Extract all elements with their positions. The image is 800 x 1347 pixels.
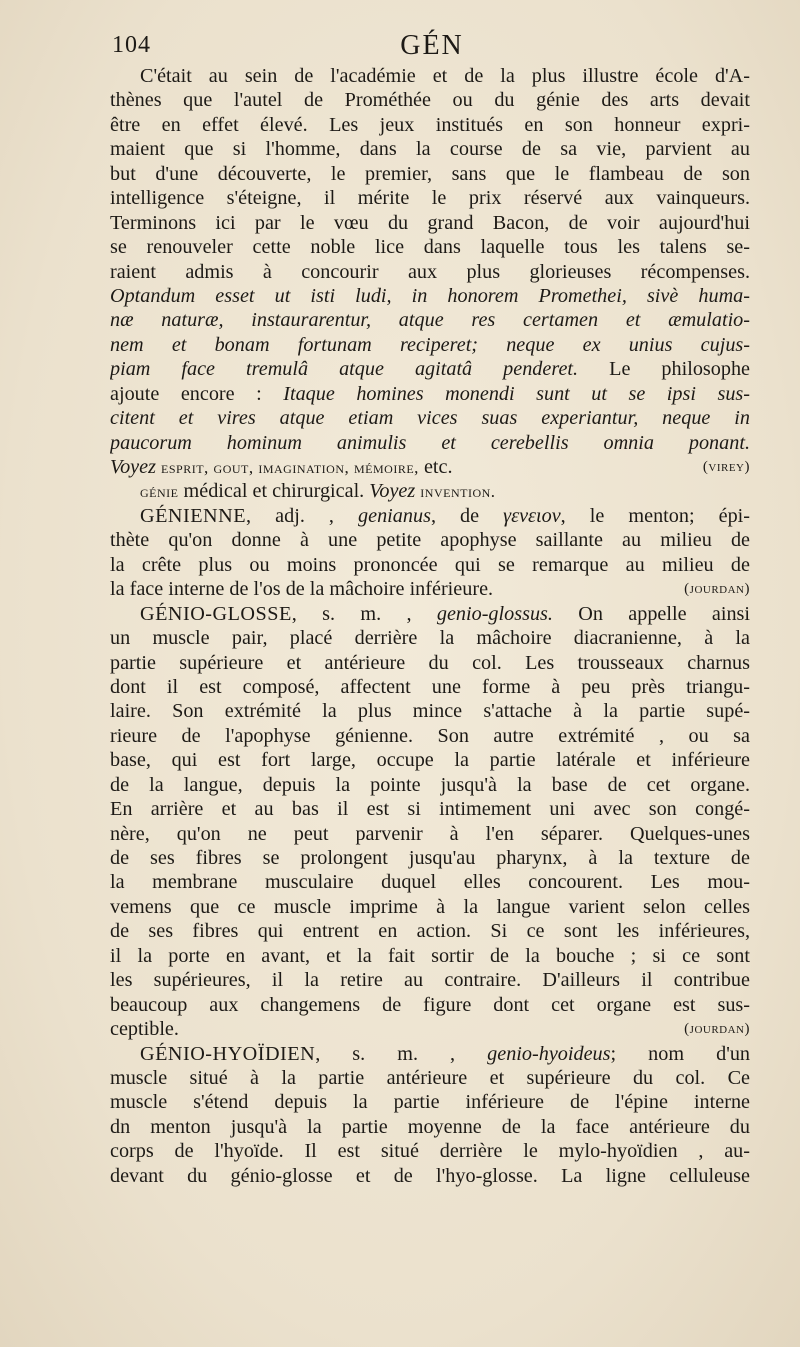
entry-greek: γενειον: [503, 504, 561, 527]
entry-text: , le menton; épi-: [560, 504, 750, 527]
entry-grammar: , s. m. ,: [291, 602, 412, 625]
cross-reference-line: [110, 479, 750, 503]
text-line: but d'une découverte, le premier, sans que le flambeau de son: [110, 162, 750, 185]
entry-latin: genio-glossus.: [436, 602, 553, 625]
entry-latin: genio-hyoideus: [487, 1042, 611, 1065]
entry-grammar: , s. m. ,: [315, 1042, 456, 1065]
entry-heading-line: [110, 1042, 750, 1066]
entry-heading-line: [110, 602, 750, 626]
entry-text: ceptible.: [110, 1018, 179, 1041]
text-line: de ses fibres se prolongent jusqu'au pharynx, à la texture de: [110, 847, 750, 869]
cross-reference-terms: esprit, gout, imagination, mémoire,: [161, 458, 419, 477]
text-line: raient admis à concourir aux plus glorieuses récompenses.: [110, 260, 750, 283]
page-header: [112, 30, 752, 60]
text-line: nère, qu'on ne peut parvenir à l'en séparer. Quelques-unes: [110, 822, 750, 845]
text-line: la membrane musculaire duquel elles concourent. Les mou-: [110, 871, 750, 894]
entry-heading-line: [110, 504, 750, 528]
latin-line: citent et vires atque etiam vices suas experiantur, neque in: [110, 407, 750, 430]
text-line: de ses fibres qui entrent en action. Si ce sont les inférieures,: [110, 920, 750, 943]
latin-line: Optandum esset ut isti ludi, in honorem Promethei, sivè huma-: [110, 284, 750, 307]
text-line: les supérieures, il la retire au contraire. D'ailleurs il contribue: [110, 969, 750, 992]
text-line: C'était au sein de l'académie et de la plus illustre école d'A-: [140, 65, 750, 87]
text-line: muscle situé à la partie antérieure et supérieure du col. Ce: [110, 1066, 750, 1089]
latin-line-mixed: [110, 357, 750, 381]
latin-line-mixed: [110, 382, 750, 406]
author-attribution: (jourdan): [684, 581, 750, 598]
latin-fragment: Itaque homines monendi sunt ut se ipsi sus-: [283, 382, 750, 405]
text-line: beaucoup aux changemens de figure dont cet organe est sus-: [110, 993, 750, 1016]
genie-text: médical et chirurgical.: [183, 480, 365, 503]
entry-text: , de: [430, 504, 480, 527]
text-line: Terminons ici par le vœu du grand Bacon, de voir aujourd'hui: [110, 211, 750, 234]
text-line: [110, 577, 750, 601]
text-line: maient que si l'homme, dans la course de sa vie, parvient au: [110, 138, 750, 161]
text-line: se renouveler cette noble lice dans laquelle tous les talens se-: [110, 236, 750, 259]
text-line: thète qu'on donne à une petite apophyse saillante au milieu de: [110, 529, 750, 552]
text-line: de la langue, depuis la pointe jusqu'à la base de cet organe.: [110, 773, 750, 796]
text-line: intelligence s'éteigne, il mérite le prix réservé aux vainqueurs.: [110, 187, 750, 210]
running-head: GÉN: [400, 30, 464, 61]
entry-term: GÉNIENNE: [140, 504, 247, 527]
cross-reference-terms: invention.: [420, 482, 496, 502]
text-line: En arrière et au bas il est si intimement uni avec son congé-: [110, 798, 750, 821]
voyez-label: Voyez: [110, 456, 156, 478]
page-body: [110, 64, 750, 1188]
text-line: corps de l'hyoïde. Il est situé derrière le mylo-hyoïdien , au-: [110, 1140, 750, 1163]
text-line: devant du génio-glosse et de l'hyo-glosse. La ligne celluleuse: [110, 1164, 750, 1187]
latin-line: nem et bonam fortunam reciperet; neque ex unius cujus-: [110, 333, 750, 356]
text-line: rieure de l'apophyse génienne. Son autre extrémité , ou sa: [110, 724, 750, 747]
entry-term: GÉNIO-GLOSSE: [140, 602, 292, 625]
text-line: il la porte en avant, et la fait sortir de la bouche ; si ce sont: [110, 944, 750, 967]
entry-term: GÉNIO-HYOÏDIEN: [140, 1042, 316, 1065]
text-line: base, qui est fort large, occupe la partie latérale et inférieure: [110, 749, 750, 772]
text-line: vemens que ce muscle imprime à la langue varient selon celles: [110, 895, 750, 918]
text-line: la crête plus ou moins prononcée qui se remarque au milieu de: [110, 553, 750, 576]
author-attribution: (virey): [702, 459, 750, 475]
entry-latin: genianus: [358, 504, 431, 527]
text-line: [110, 1017, 750, 1041]
entry-text: ; nom d'un: [610, 1042, 750, 1065]
text-line: être en effet élevé. Les jeux institués en son honneur expri-: [110, 113, 750, 136]
page-number: 104: [112, 32, 151, 58]
latin-line: næ naturæ, instaurarentur, atque res certamen et æmulatio-: [110, 309, 750, 332]
text-fragment: ajoute encore :: [110, 382, 262, 405]
text-line: muscle s'étend depuis la partie inférieure de l'épine interne: [110, 1091, 750, 1114]
genie-term: génie: [140, 482, 179, 502]
text-line: dont il est composé, affectent une forme à peu près triangu-: [110, 675, 750, 698]
text-line: un muscle pair, placé derrière la mâchoire diacranienne, à la: [110, 627, 750, 650]
text-line: partie supérieure et antérieure du col. Les trousseaux charnus: [110, 651, 750, 674]
latin-fragment: piam face tremulâ atque agitatâ penderet.: [110, 358, 579, 381]
latin-line: paucorum hominum animulis et cerebellis omnia ponant.: [110, 431, 750, 454]
entry-grammar: , adj. ,: [246, 504, 334, 527]
text-line: thènes que l'autel de Prométhée ou du génie des arts devait: [110, 89, 750, 112]
text-line: laire. Son extrémité la plus mince s'attache à la partie supé-: [110, 700, 750, 723]
voyez-label: Voyez: [369, 480, 416, 503]
entry-text: la face interne de l'os de la mâchoire inférieure.: [110, 578, 494, 601]
etc-text: etc.: [423, 456, 453, 478]
author-attribution: (jourdan): [684, 1021, 750, 1038]
text-line: dn menton jusqu'à la partie moyenne de la face antérieure du: [110, 1115, 750, 1138]
cross-reference-line: [110, 455, 750, 479]
text-fragment: Le philosophe: [609, 358, 750, 381]
entry-text: On appelle ainsi: [578, 602, 750, 625]
